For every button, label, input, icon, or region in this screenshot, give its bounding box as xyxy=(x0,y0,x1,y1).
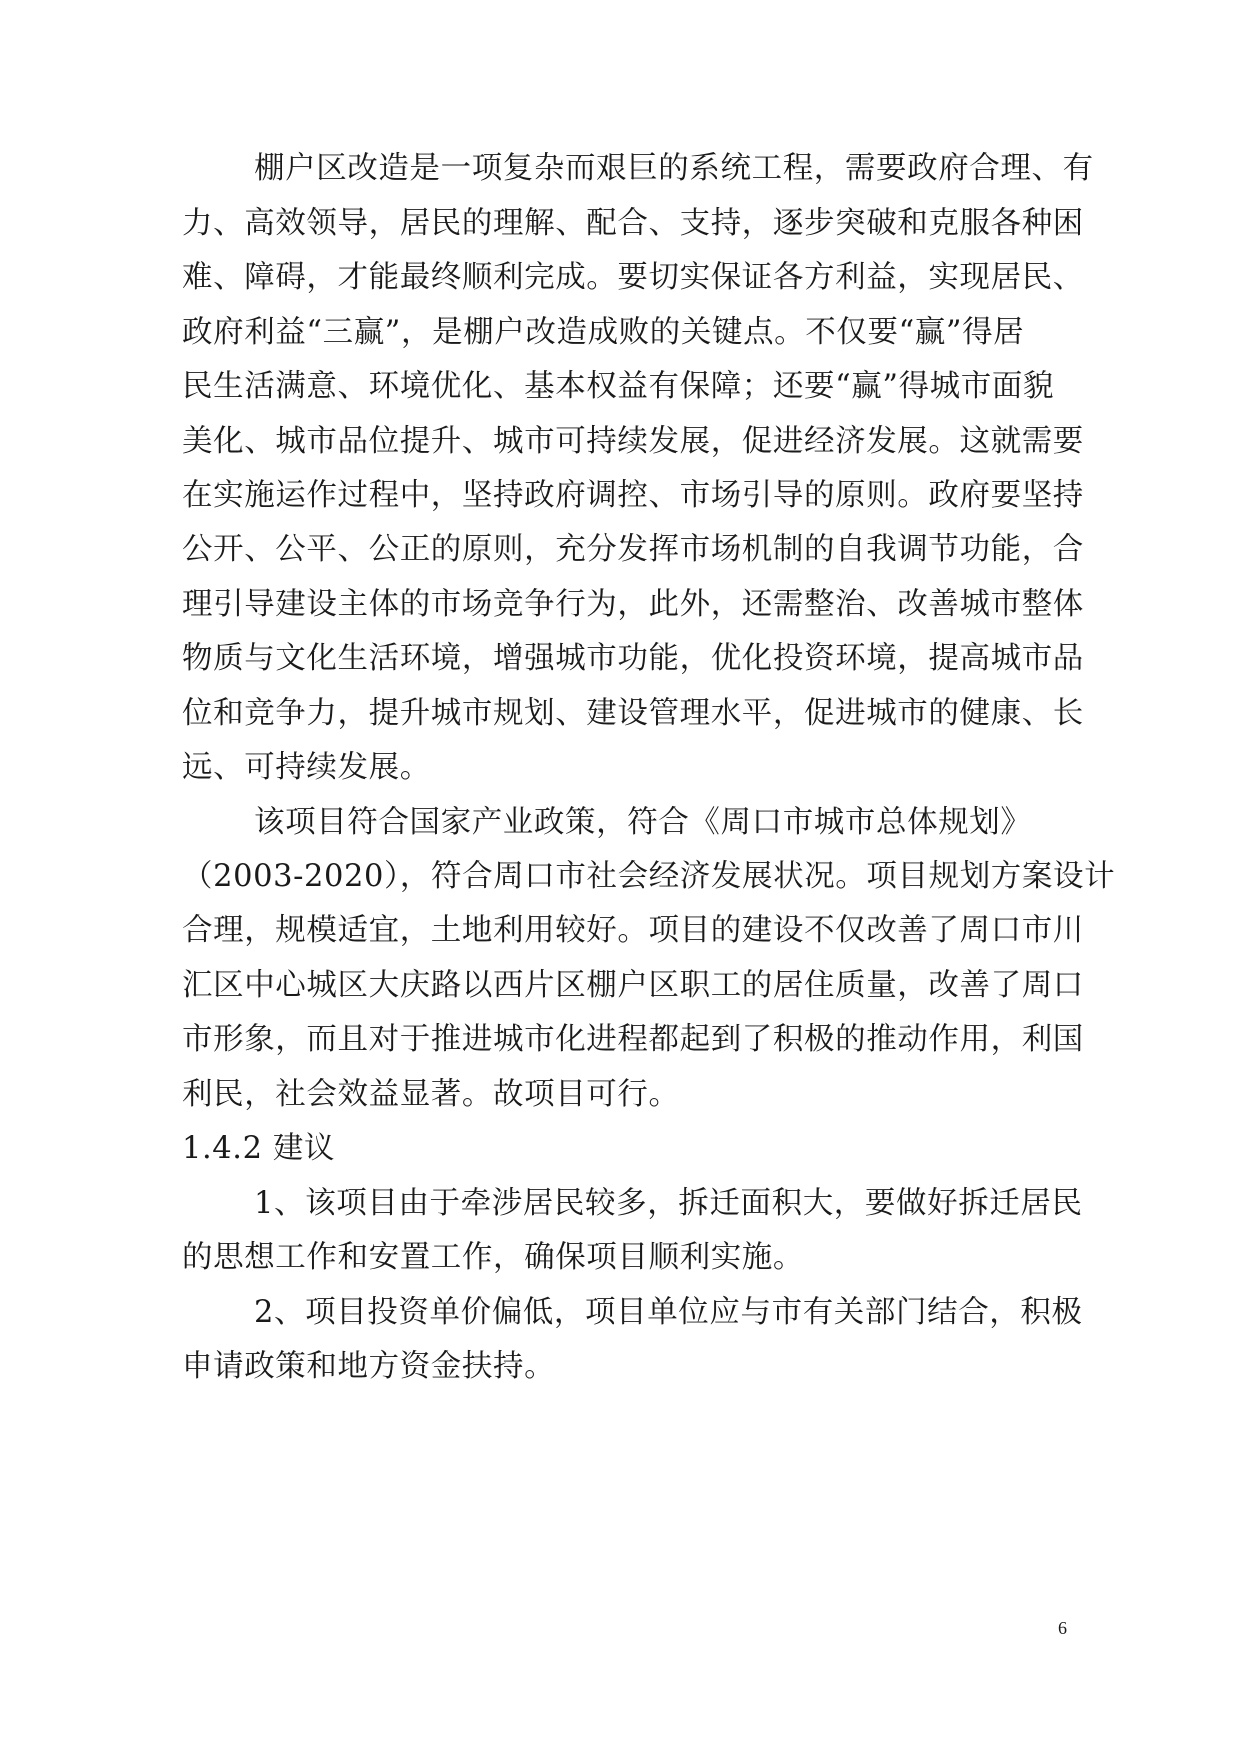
recommendation-1-line-2: 的思想工作和安置工作，确保项目顺利实施。 xyxy=(182,1240,804,1275)
paragraph-2-line-6: 利民，社会效益显著。故项目可行。 xyxy=(182,1077,680,1112)
paragraph-1-line-4: 政府利益“三赢”，是棚户改造成败的关键点。不仅要“赢”得居 xyxy=(182,315,1025,350)
paragraph-1-line-12: 远、可持续发展。 xyxy=(182,750,431,785)
paragraph-1-line-7: 在实施运作过程中，坚持政府调控、市场引导的原则。政府要坚持 xyxy=(182,478,1084,513)
recommendation-2-line-2: 申请政策和地方资金扶持。 xyxy=(182,1349,556,1384)
paragraph-1-line-5: 民生活满意、环境优化、基本权益有保障；还要“赢”得城市面貌 xyxy=(182,369,1055,404)
paragraph-2-line-5: 市形象，而且对于推进城市化进程都起到了积极的推动作用，利国 xyxy=(182,1022,1084,1057)
paragraph-1-line-3: 难、障碍，才能最终顺利完成。要切实保证各方利益，实现居民、 xyxy=(182,260,1084,295)
paragraph-2-line-3: 合理，规模适宜，土地利用较好。项目的建设不仅改善了周口市川 xyxy=(182,913,1084,948)
paragraph-1-line-9: 理引导建设主体的市场竞争行为，此外，还需整治、改善城市整体 xyxy=(182,587,1084,622)
paragraph-1-line-1: 棚户区改造是一项复杂而艰巨的系统工程，需要政府合理、有 xyxy=(254,151,1094,186)
paragraph-2-line-4: 汇区中心城区大庆路以西片区棚户区职工的居住质量，改善了周口 xyxy=(182,968,1084,1003)
paragraph-1-line-2: 力、高效领导，居民的理解、配合、支持，逐步突破和克服各种困 xyxy=(182,206,1084,241)
paragraph-1-line-10: 物质与文化生活环境，增强城市功能，优化投资环境，提高城市品 xyxy=(182,641,1084,676)
paragraph-2-line-2: （2003-2020），符合周口市社会经济发展状况。项目规划方案设计 xyxy=(182,859,1116,894)
paragraph-1-line-8: 公开、公平、公正的原则，充分发挥市场机制的自我调节功能，合 xyxy=(182,532,1084,567)
recommendation-1-line-1: 1、该项目由于牵涉居民较多，拆迁面积大，要做好拆迁居民 xyxy=(254,1186,1083,1221)
paragraph-1-line-11: 位和竞争力，提升城市规划、建设管理水平，促进城市的健康、长 xyxy=(182,696,1084,731)
paragraph-1-line-6: 美化、城市品位提升、城市可持续发展，促进经济发展。这就需要 xyxy=(182,424,1084,459)
paragraph-2-line-1: 该项目符合国家产业政策，符合《周口市城市总体规划》 xyxy=(254,805,1032,840)
page-number: 6 xyxy=(1058,1618,1067,1638)
recommendation-2-line-1: 2、项目投资单价偏低，项目单位应与市有关部门结合，积极 xyxy=(254,1295,1083,1330)
section-heading: 1.4.2 建议 xyxy=(182,1131,336,1166)
